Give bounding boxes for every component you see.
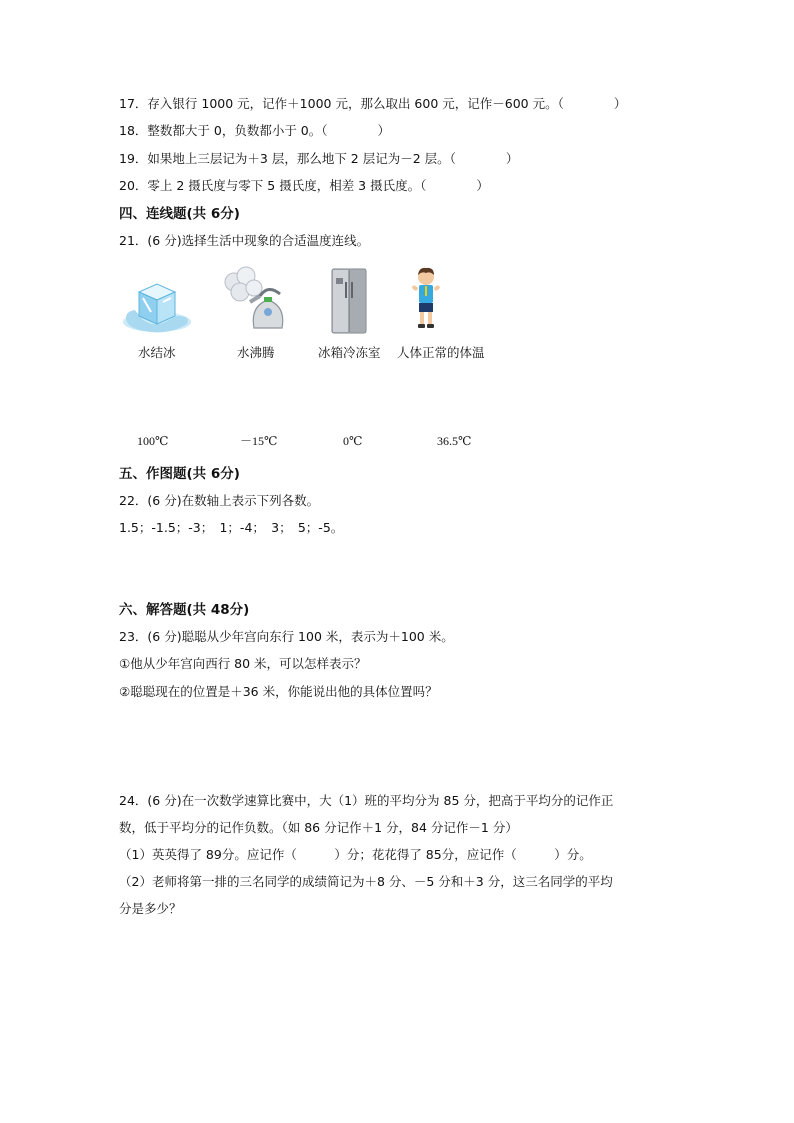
question-18: 18．整数都大于 0，负数都小于 0。（ ） [119,123,391,138]
question-24-part-1: （1）英英得了 89分。应记作（ ）分；花花得了 85分，应记作（ ）分。 [119,847,592,862]
picture-label-body-temp: 人体正常的体温 [397,345,485,360]
picture-label-ice: 水结冰 [138,345,176,360]
question-17: 17．存入银行 1000 元，记作＋1000 元，那么取出 600 元，记作－600 元。（ ） [119,96,627,111]
temperature-option: 36.5℃ [437,434,472,448]
question-24-line-2: 数，低于平均分的记作负数。（如 86 分记作＋1 分，84 分记作－1 分） [119,820,518,835]
question-24-part-2-line-1: （2）老师将第一排的三名同学的成绩简记为＋8 分、－5 分和＋3 分，这三名同学的平均 [119,874,613,889]
temperature-option: 0℃ [343,434,363,448]
temperature-option: －15℃ [240,434,278,448]
question-20: 20．零上 2 摄氏度与零下 5 摄氏度，相差 3 摄氏度。（ ） [119,178,489,193]
question-24-line-1: 24．(6 分)在一次数学速算比赛中，大（1）班的平均分为 85 分，把高于平均分的记作正 [119,793,614,808]
temperature-option: 100℃ [137,434,169,448]
question-24-part-2-line-2: 分是多少？ [119,901,182,916]
number-list: 1.5；-1.5；-3； 1；-4； 3； 5；-5。 [119,520,344,535]
picture-label-boiling: 水沸腾 [237,345,275,360]
question-23: 23．(6 分)聪聪从少年宫向东行 100 米，表示为＋100 米。 [119,629,454,644]
question-23-part-1: ①他从少年宫向西行 80 米，可以怎样表示？ [119,656,367,671]
question-23-part-2: ②聪聪现在的位置是＋36 米，你能说出他的具体位置吗？ [119,684,438,699]
boy-icon [405,266,447,334]
section-heading-drawing: 五、作图题(共 6分) [119,466,240,482]
boiling-kettle-icon [220,266,294,334]
picture-label-freezer: 冰箱冷冻室 [318,345,381,360]
question-22: 22．(6 分)在数轴上表示下列各数。 [119,493,320,508]
section-heading-solving: 六、解答题(共 48分) [119,602,250,618]
question-21: 21．(6 分)选择生活中现象的合适温度连线。 [119,233,370,248]
section-heading-matching: 四、连线题(共 6分) [119,206,240,222]
ice-cube-icon [121,272,193,334]
refrigerator-icon [331,268,367,334]
question-19: 19．如果地上三层记为＋3 层，那么地下 2 层记为－2 层。（ ） [119,151,519,166]
